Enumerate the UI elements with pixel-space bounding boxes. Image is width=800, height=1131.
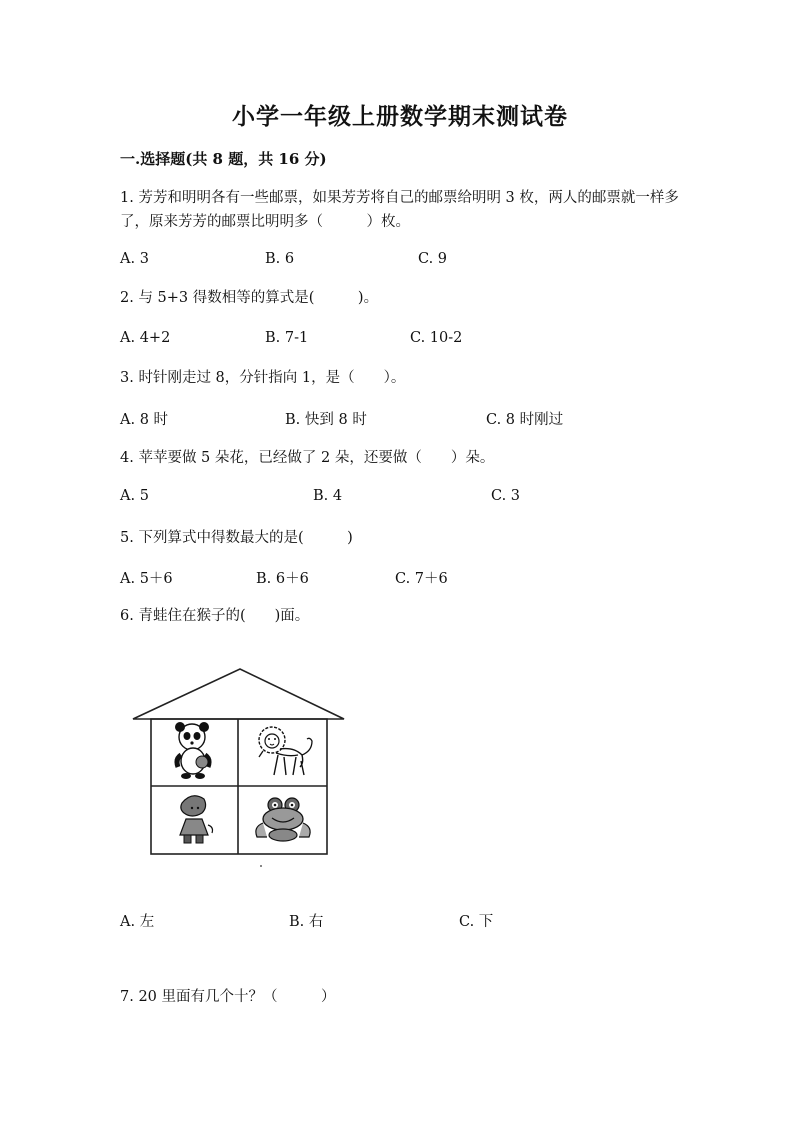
- option-2b[interactable]: B. 7-1: [265, 330, 309, 346]
- option-1c[interactable]: C. 9: [418, 251, 448, 267]
- question-3: 3. 时针刚走过 8，分针指向 1，是（ ）。: [120, 370, 406, 386]
- option-1a[interactable]: A. 3: [120, 251, 149, 267]
- house-roof: [133, 669, 344, 719]
- frog-icon: [256, 798, 310, 841]
- question-6: 6. 青蛙住在猴子的( )面。: [120, 608, 310, 624]
- option-6a[interactable]: A. 左: [120, 914, 155, 930]
- question-7: 7. 20 里面有几个十？（ ）: [120, 989, 336, 1005]
- question-4: 4. 苹苹要做 5 朵花，已经做了 2 朵，还要做（ ）朵。: [120, 450, 495, 466]
- option-2c[interactable]: C. 10-2: [410, 330, 463, 346]
- option-5a[interactable]: A. 5＋6: [120, 571, 173, 587]
- option-4a[interactable]: A. 5: [120, 488, 149, 504]
- monkey-icon: [180, 796, 213, 843]
- option-2a[interactable]: A. 4+2: [120, 330, 171, 346]
- question-1: 1. 芳芳和明明各有一些邮票，如果芳芳将自己的邮票给明明 3 枚，两人的邮票就一样多了，原来芳芳的邮票比明明多（ ）枚。: [120, 190, 679, 230]
- option-1b[interactable]: B. 6: [265, 251, 295, 267]
- option-4b[interactable]: B. 4: [313, 488, 343, 504]
- option-6c[interactable]: C. 下: [459, 914, 494, 930]
- section-heading: 一.选择题(共 8 题，共 16 分): [120, 150, 327, 168]
- option-6b[interactable]: B. 右: [289, 914, 324, 930]
- house-figure: [130, 665, 350, 875]
- option-5c[interactable]: C. 7＋6: [395, 571, 448, 587]
- lion-icon: [259, 727, 312, 775]
- panda-icon: [175, 722, 209, 779]
- option-3c[interactable]: C. 8 时刚过: [486, 412, 564, 428]
- question-5: 5. 下列算式中得数最大的是( ): [120, 530, 353, 546]
- page-title: 小学一年级上册数学期末测试卷: [232, 103, 568, 130]
- question-2: 2. 与 5+3 得数相等的算式是( )。: [120, 290, 379, 306]
- option-5b[interactable]: B. 6＋6: [256, 571, 309, 587]
- option-3b[interactable]: B. 快到 8 时: [285, 412, 367, 428]
- option-4c[interactable]: C. 3: [491, 488, 521, 504]
- option-3a[interactable]: A. 8 时: [120, 412, 169, 428]
